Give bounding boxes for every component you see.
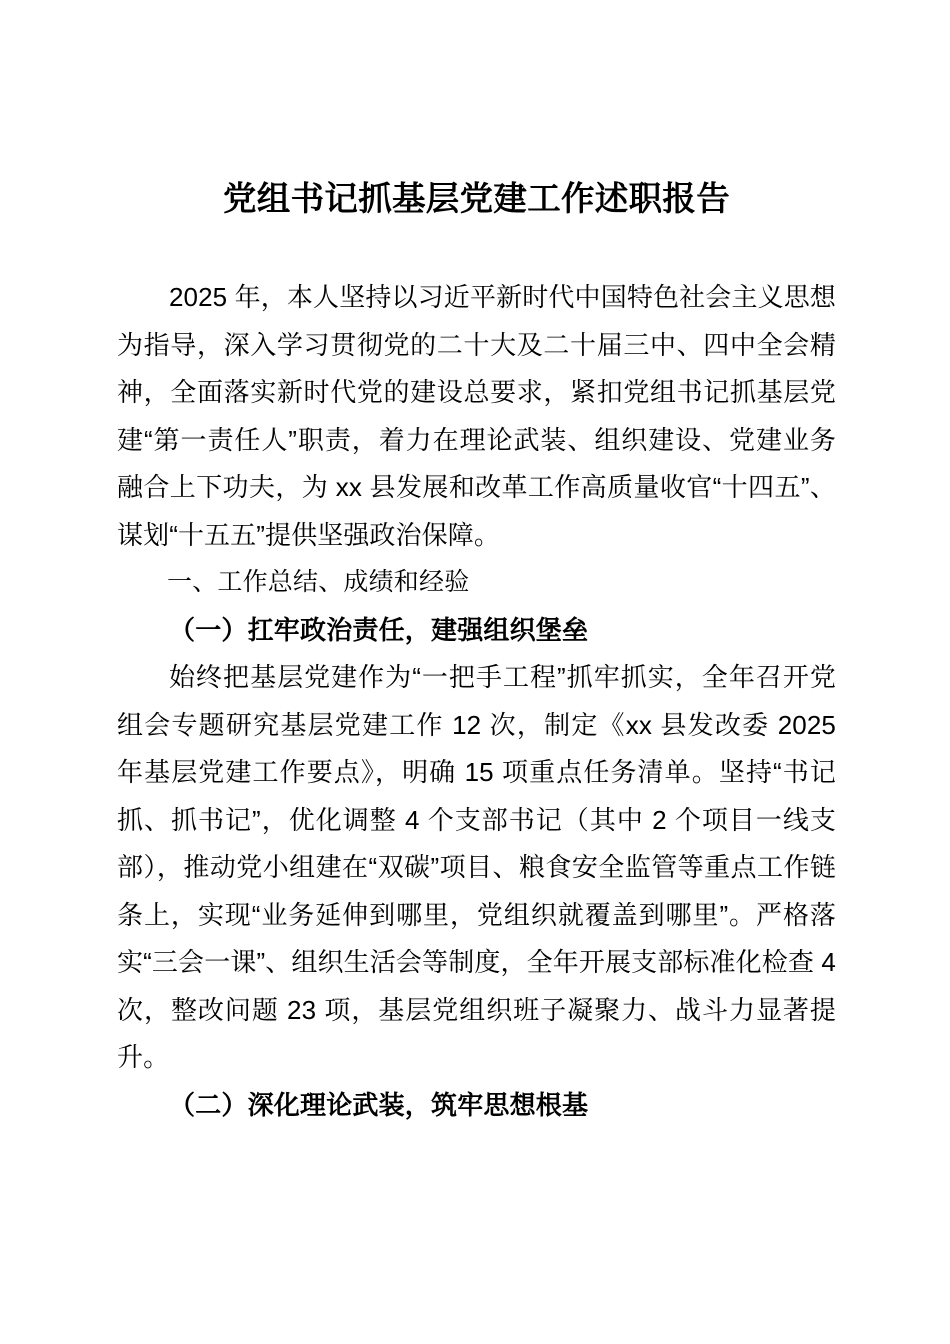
page-title: 党组书记抓基层党建工作述职报告 — [223, 181, 730, 218]
sub-heading-1-1: （一）扛牢政治责任，建强组织堡垒 — [169, 614, 589, 645]
sub-heading-1-2: （二）深化理论武装，筑牢思想根基 — [169, 1089, 589, 1120]
intro-paragraph: 2025 年，本人坚持以习近平新时代中国特色社会主义思想为指导，深入学习贯彻党的二十大及二十届三中、四中全会精神，全面落实新时代党的建设总要求，紧扣党组书记抓基层党建“第一责任人”职责，着力在理论武装、组织建设、党建业务融合上下功夫，为 xx 县发展和改革工作高质量收官“十四五”、谋划“十五五”提供坚强政治保障。 — [117, 282, 836, 550]
body-paragraph-1-1: 始终把基层党建作为“一把手工程”抓牢抓实，全年召开党组会专题研究基层党建工作 12 次，制定《xx 县发改委 2025 年基层党建工作要点》，明确 15 项重点任务清单。坚持“书记抓、抓书记”，优化调整 4 个支部书记（其中 2 个项目一线支部），推动党小组建在“双碳”项目、粮食安全监管等重点工作链条上，实现“业务延伸到哪里，党组织就覆盖到哪里”。严格落实“三会一课”、组织生活会等制度，全年开展支部标准化检查 4 次，整改问题 23 项，基层党组织班子凝聚力、战斗力显著提升。 — [117, 662, 836, 1072]
section-heading-1: 一、工作总结、成绩和经验 — [167, 568, 470, 596]
title-spacer — [117, 230, 836, 274]
document-content — [117, 0, 836, 1129]
